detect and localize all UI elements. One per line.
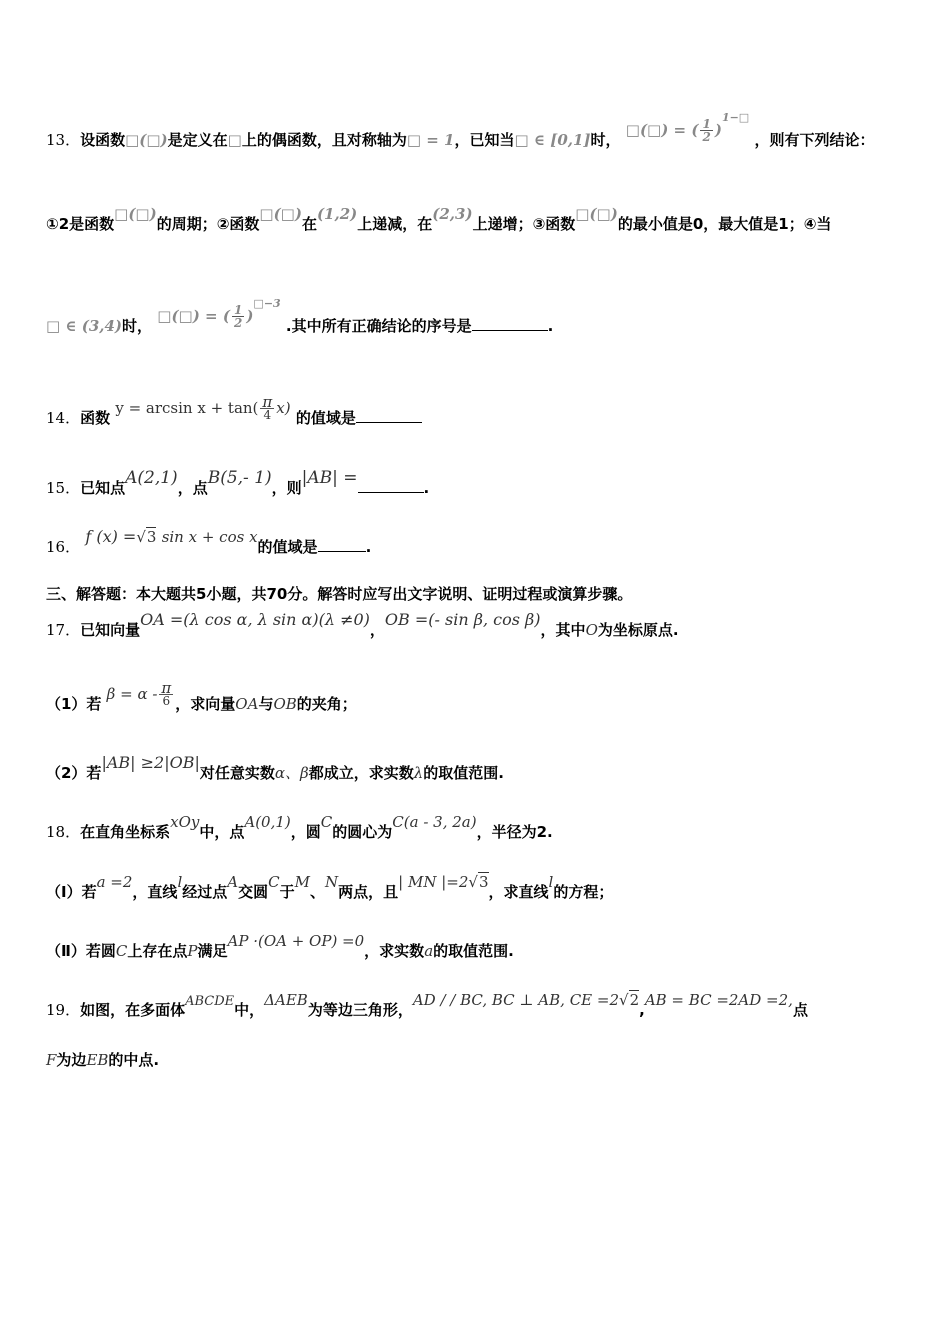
pi-over-4: $\frac{\pi}{4}$ [262, 393, 273, 422]
q19: 19．如图，在多面体ABCDE中，ΔAEB为等边三角形，AD / / BC, BC ⊥ AB, CE =2√2,AB = BC =2AD =2,点 [46, 991, 808, 1019]
q16-answer-blank[interactable] [318, 537, 366, 552]
q13-line2: ①2是函数□(□)的周期；②函数□(□)在(1,2)上递减，在(2,3)上递增；③函数□(□)的最小值是0，最大值是1；④当 [46, 205, 832, 233]
q15: 15．已知点A(2,1)，点B(5,- 1)，则|AB| = . [46, 468, 430, 497]
q18-part1: （Ⅰ）若a =2，直线l经过点A交圆C于M、N两点，且| MN |=2√3，求直线l的方程； [46, 873, 614, 901]
q18: 18．在直角坐标系xOy中，点A(0,1)，圆C的圆心为C(a - 3, 2a)，半径为2. [46, 813, 553, 841]
q16: 16． f (x) =√3 sin x + cos x的值域是 . [46, 527, 372, 556]
q14: 14．函数 y = arcsin x + tan( $\frac{\pi}{4}$ x) 的值域是 [46, 406, 422, 431]
q15-answer-blank[interactable] [358, 478, 424, 493]
section3-title: 三、解答题：本大题共5小题，共70分。解答时应写出文字说明、证明过程或演算步骤。 [46, 585, 633, 603]
q13-line1: 13．设函数□(□)是定义在□上的偶函数，且对称轴为□ = 1，已知当□ ∈ [0,1]时， □(□) = ( $\frac{1}{2}$ )$^{1-□}$ ，则有下列结论： [46, 111, 875, 149]
q17: 17．已知向量OA =(λ cos α, λ sin α)(λ ≠0)，OB =(- sin β, cos β)，其中O为坐标原点. [46, 610, 679, 639]
q17-part1: （1）若 β = α - $\frac{\pi}{6}$ ，求向量OA与OB的夹角； [46, 679, 357, 713]
q13-line3: □ ∈ (3,4)时， □(□) = ( $\frac{1}{2}$ )$^{□-3}$ .其中所有正确结论的序号是 . [46, 297, 554, 335]
q13-answer-blank[interactable] [472, 316, 548, 331]
q18-part2: （Ⅱ）若圆C上存在点P满足AP ·(OA + OP) =0，求实数a的取值范围. [46, 932, 514, 960]
half-fraction: $\frac{1}{2}$ [702, 117, 711, 144]
q19-line2: F为边EB的中点. [46, 1051, 160, 1069]
q14-answer-blank[interactable] [356, 408, 422, 423]
q13-number: 13． [46, 131, 81, 149]
q17-part2: （2）若|AB| ≥2|OB|对任意实数α、β都成立，求实数λ的取值范围. [46, 753, 504, 782]
